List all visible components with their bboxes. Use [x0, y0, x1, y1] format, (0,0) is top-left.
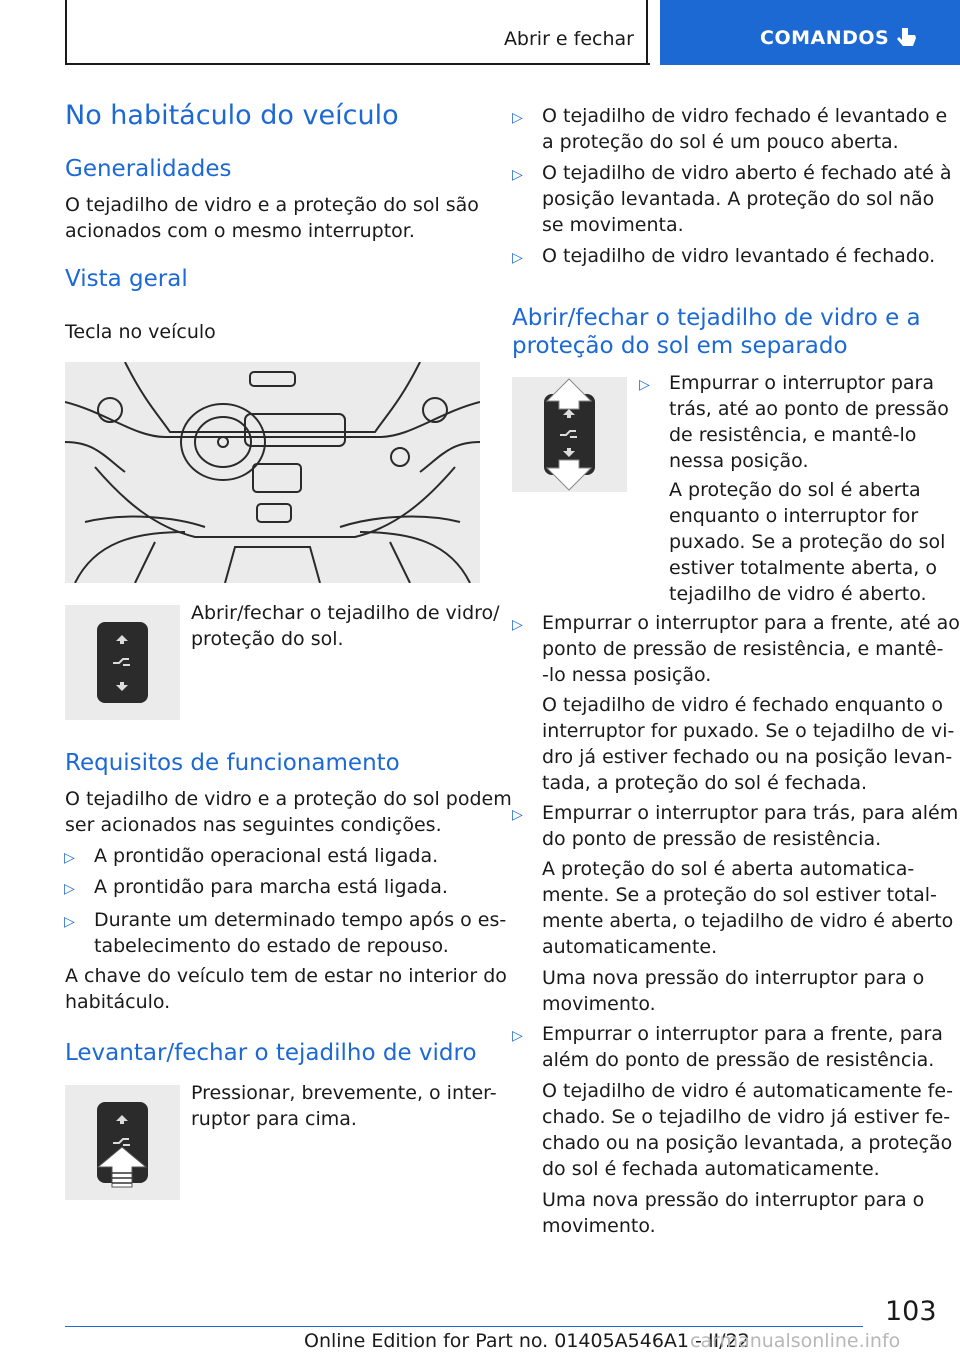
list-item: [512, 610, 960, 688]
triangle-bullet-icon: ▷: [512, 250, 523, 266]
text-line: O tejadilho de vidro aberto é fechado até à: [542, 162, 952, 184]
text-line: do sol é fechada automaticamente.: [542, 1158, 880, 1180]
levantar-caption: [191, 1080, 497, 1132]
chapter-label: COMANDOS: [760, 27, 890, 49]
text-line: tabelecimento do estado de repouso.: [94, 935, 449, 957]
roof-switch-icon: [65, 605, 180, 720]
text-line: proteção do sol.: [191, 628, 344, 650]
roof-switch-up-icon: [65, 1085, 180, 1200]
text-line: trás, até ao ponto de pressão: [669, 398, 949, 420]
triangle-bullet-icon: ▷: [512, 167, 523, 183]
text-line: Abrir/fechar o tejadilho de vidro/: [191, 602, 500, 624]
watermark: carmanualsonline.info: [690, 1330, 901, 1352]
triangle-bullet-icon: ▷: [512, 110, 523, 126]
text-line: além do ponto de pressão de resistência.: [542, 1049, 935, 1071]
text-line: puxado. Se a proteção do sol: [669, 531, 946, 553]
text-line: O tejadilho de vidro e a proteção do sol podem: [65, 788, 512, 810]
heading-line: proteção do sol em separado: [512, 333, 848, 359]
paragraph: [65, 192, 479, 244]
paragraph: [542, 1078, 953, 1182]
list-item: [64, 907, 507, 959]
text-line: O tejadilho de vidro é fechado enquanto o: [542, 694, 944, 716]
car-interior-illustration: [65, 362, 480, 583]
header-chapter-tab: [660, 0, 960, 65]
text-line: nessa posição.: [669, 450, 809, 472]
dashboard-drawing: [65, 362, 480, 583]
footer-rule: [65, 1326, 863, 1327]
subheading-tecla: Tecla no veículo: [65, 321, 216, 343]
switch-image: [65, 605, 180, 720]
triangle-bullet-icon: ▷: [64, 914, 75, 930]
text-line: Pressionar, brevemente, o inter-: [191, 1082, 497, 1104]
text-line: O tejadilho de vidro fechado é levantado e: [542, 105, 948, 127]
text-line: O tejadilho de vidro é automaticamente fe-: [542, 1080, 953, 1102]
text-line: do ponto de pressão de resistência.: [542, 828, 882, 850]
switch-up-image: [65, 1085, 180, 1200]
page-number: 103: [885, 1296, 937, 1327]
text-line: A proteção do sol é aberta automatica-: [542, 858, 915, 880]
hand-pointer-icon: [896, 26, 918, 52]
text-line: ruptor para cima.: [191, 1108, 357, 1130]
text-line: A chave do veículo tem de estar no interior do: [65, 965, 507, 987]
heading-generalidades: Generalidades: [65, 156, 232, 182]
list-item: [64, 874, 448, 900]
text-line: interruptor for puxado. Se o tejadilho de vi-: [542, 720, 955, 742]
text-line: mente aberta, o tejadilho de vidro é aberto: [542, 910, 954, 932]
text-line: dro já estiver fechado ou na posição levan-: [542, 746, 953, 768]
page-title: No habitáculo do veículo: [65, 100, 399, 131]
text-line: Empurrar o interruptor para a frente, para: [542, 1023, 943, 1045]
text-line: de resistência, e mantê-lo: [669, 424, 917, 446]
triangle-bullet-icon: ▷: [64, 881, 75, 897]
text-line: se movimenta.: [542, 214, 684, 236]
text-line: movimento.: [542, 993, 656, 1015]
text-line: movimento.: [542, 1215, 656, 1237]
text-line: enquanto o interruptor for: [669, 505, 919, 527]
header-rule: [65, 63, 650, 65]
roof-switch-updown-icon: [512, 377, 627, 492]
paragraph: [542, 856, 953, 960]
paragraph: [542, 965, 924, 1017]
text-line: posição levantada. A proteção do sol não: [542, 188, 935, 210]
text-line: chado. Se o tejadilho de vidro já estiver fe-: [542, 1106, 951, 1128]
text-line: Uma nova pressão do interruptor para o: [542, 967, 925, 989]
edition-note: Online Edition for Part no. 01405A546A1 - II/22: [304, 1330, 750, 1352]
paragraph: [669, 477, 945, 607]
text-line: O tejadilho de vidro levantado é fechado.: [542, 245, 936, 267]
paragraph: [65, 963, 507, 1015]
text-line: Uma nova pressão do interruptor para o: [542, 1189, 925, 1211]
triangle-bullet-icon: ▷: [512, 617, 523, 633]
triangle-bullet-icon: ▷: [639, 377, 650, 393]
list-item: [512, 103, 948, 155]
list-item: [512, 243, 936, 269]
text-line: ponto de pressão de resistência, e mantê-: [542, 638, 944, 660]
heading-line: Abrir/fechar o tejadilho de vidro e a: [512, 305, 921, 331]
text-line: -lo nessa posição.: [542, 664, 712, 686]
text-line: Empurrar o interruptor para a frente, até ao: [542, 612, 960, 634]
text-line: estiver totalmente aberta, o: [669, 557, 937, 579]
text-line: ser acionados nas seguintes condições.: [65, 814, 442, 836]
text-line: O tejadilho de vidro e a proteção do sol são: [65, 194, 479, 216]
heading-separado: [512, 304, 921, 360]
paragraph: [542, 1187, 924, 1239]
triangle-bullet-icon: ▷: [512, 1028, 523, 1044]
text-line: Empurrar o interruptor para trás, para além: [542, 802, 959, 824]
paragraph: [542, 692, 954, 796]
text-line: chado ou na posição levantada, a proteção: [542, 1132, 953, 1154]
text-line: Empurrar o interruptor para: [669, 372, 934, 394]
text-line: a proteção do sol é um pouco aberta.: [542, 131, 899, 153]
text-line: A prontidão operacional está ligada.: [94, 845, 439, 867]
paragraph: [65, 786, 512, 838]
text-line: A proteção do sol é aberta: [669, 479, 921, 501]
text-line: habitáculo.: [65, 991, 171, 1013]
switch-caption: [191, 600, 500, 652]
heading-vista-geral: Vista geral: [65, 266, 188, 292]
heading-levantar: Levantar/fechar o tejadilho de vidro: [65, 1040, 477, 1066]
list-item: [512, 160, 952, 238]
list-item: [64, 843, 439, 869]
text-line: tada, a proteção do sol é fechada.: [542, 772, 868, 794]
header-section-title: Abrir e fechar: [503, 28, 634, 50]
triangle-bullet-icon: ▷: [64, 850, 75, 866]
list-item: [512, 1021, 943, 1073]
list-item: [512, 800, 959, 852]
text-line: A prontidão para marcha está ligada.: [94, 876, 448, 898]
triangle-bullet-icon: ▷: [512, 807, 523, 823]
list-item: [639, 370, 949, 474]
text-line: automaticamente.: [542, 936, 718, 958]
text-line: mente. Se a proteção do sol estiver total-: [542, 884, 937, 906]
text-line: Durante um determinado tempo após o es-: [94, 909, 507, 931]
heading-requisitos: Requisitos de funcionamento: [65, 750, 400, 776]
switch-updown-image: [512, 377, 627, 492]
text-line: acionados com o mesmo interruptor.: [65, 220, 415, 242]
text-line: tejadilho de vidro é aberto.: [669, 583, 927, 605]
